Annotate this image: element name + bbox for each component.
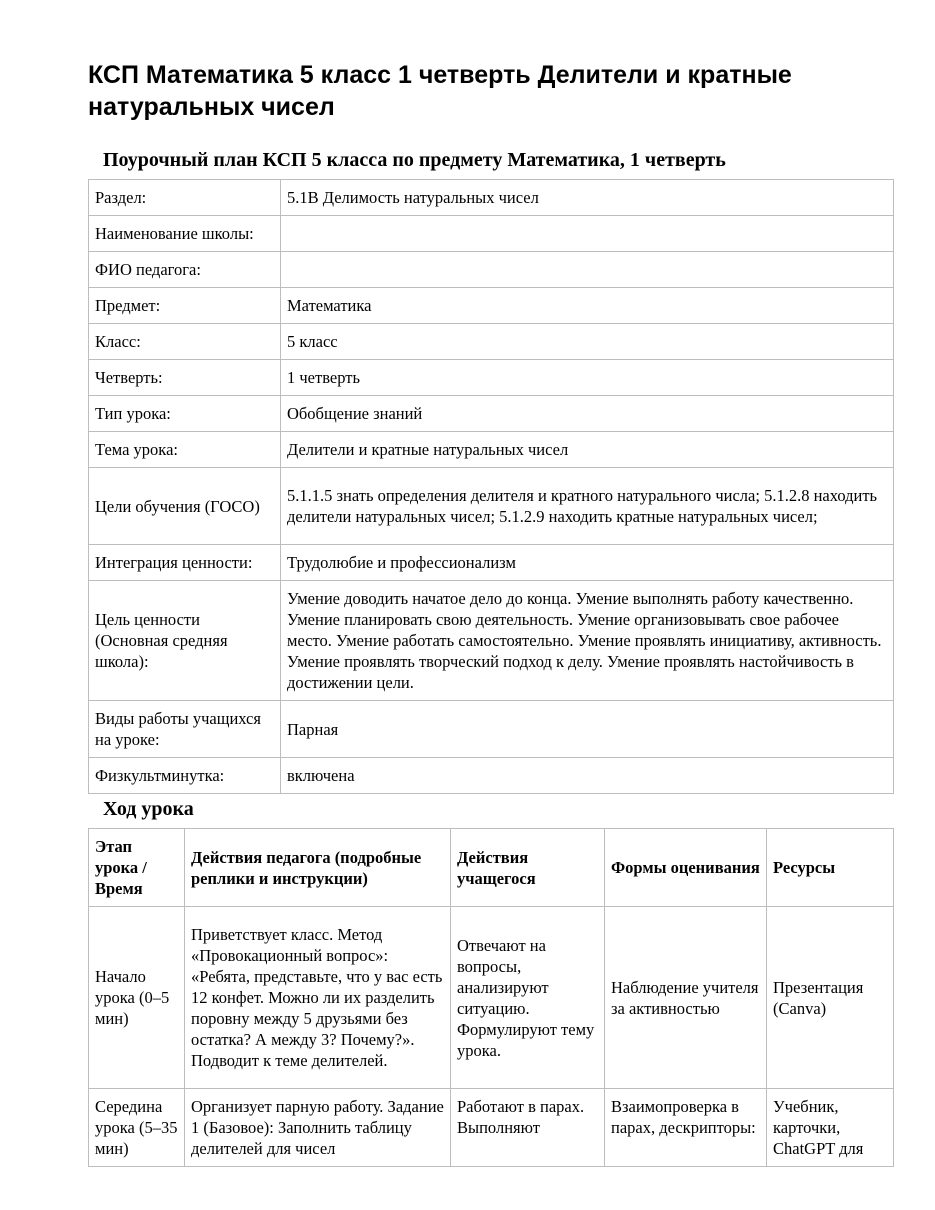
info-value: Трудолюбие и профессионализм (281, 545, 894, 581)
info-row-teacher (89, 252, 894, 288)
info-label: Цели обучения (ГОСО) (89, 468, 281, 545)
info-row-subject (89, 288, 894, 324)
info-label: Наименование школы: (89, 216, 281, 252)
info-value (281, 216, 894, 252)
column-header: Действия педагога (подробные реплики и инструкции) (185, 829, 451, 907)
column-header: Ресурсы (767, 829, 894, 907)
info-row-value-goal (89, 581, 894, 701)
info-value: 5 класс (281, 324, 894, 360)
resources-cell: Презентация (Canva) (767, 907, 894, 1089)
resources-cell: Учебник, карточки, ChatGPT для (767, 1089, 894, 1167)
info-row-school (89, 216, 894, 252)
info-value: 5.1.1.5 знать определения делителя и кратного натурального числа; 5.1.2.8 находить делители натуральных чисел; 5.1.2.9 находить кратные натуральных чисел; (281, 468, 894, 545)
lesson-flow-table (88, 828, 894, 1167)
info-value: включена (281, 758, 894, 794)
lesson-header-row (89, 829, 894, 907)
info-value: Делители и кратные натуральных чисел (281, 432, 894, 468)
teacher-actions-cell: Приветствует класс. Метод «Провокационный вопрос»: «Ребята, представьте, что у вас есть 12 конфет. Можно ли их разделить поровну между 5 друзьями без остатка? А между 3? Почему?». Подводит к теме делителей. (185, 907, 451, 1089)
info-value: Обобщение знаний (281, 396, 894, 432)
info-label: Тип урока: (89, 396, 281, 432)
info-label: Раздел: (89, 180, 281, 216)
info-value: 5.1В Делимость натуральных чисел (281, 180, 894, 216)
info-value: 1 четверть (281, 360, 894, 396)
teacher-actions-cell: Организует парную работу. Задание 1 (Базовое): Заполнить таблицу делителей для чисел (185, 1089, 451, 1167)
info-row-lesson-type (89, 396, 894, 432)
lesson-heading: Ход урока (103, 798, 194, 820)
assessment-cell: Взаимопроверка в парах, дескрипторы: (605, 1089, 767, 1167)
info-label: ФИО педагога: (89, 252, 281, 288)
column-header: Этап урока / Время (89, 829, 185, 907)
info-row-section (89, 180, 894, 216)
info-value: Умение доводить начатое дело до конца. Умение выполнять работу качественно. Умение планировать свою деятельность. Умение организовывать свое рабочее место. Умение работать самостоятельно. Умение проявлять инициативу, активность. Умение проявлять творческий подход к делу. Умение проявлять настойчивость в достижении цели. (281, 581, 894, 701)
info-value: Математика (281, 288, 894, 324)
info-row-work-types (89, 701, 894, 758)
column-header: Формы оценивания (605, 829, 767, 907)
info-row-physical-break (89, 758, 894, 794)
table-row (89, 1089, 894, 1167)
info-label: Четверть: (89, 360, 281, 396)
info-label: Класс: (89, 324, 281, 360)
info-label: Предмет: (89, 288, 281, 324)
info-row-value-integration (89, 545, 894, 581)
stage-cell: Начало урока (0–5 мин) (89, 907, 185, 1089)
assessment-cell: Наблюдение учителя за активностью (605, 907, 767, 1089)
document-title: КСП Математика 5 класс 1 четверть Делители и кратные натуральных чисел (88, 61, 792, 121)
lesson-info-table (88, 179, 894, 794)
info-value: Парная (281, 701, 894, 758)
info-value (281, 252, 894, 288)
column-header: Действия учащегося (451, 829, 605, 907)
info-label: Физкультминутка: (89, 758, 281, 794)
student-actions-cell: Работают в парах. Выполняют (451, 1089, 605, 1167)
info-row-learning-goals (89, 468, 894, 545)
info-label: Цель ценности (Основная средняя школа): (89, 581, 281, 701)
info-label: Виды работы учащихся на уроке: (89, 701, 281, 758)
info-row-quarter (89, 360, 894, 396)
student-actions-cell: Отвечают на вопросы, анализируют ситуацию. Формулируют тему урока. (451, 907, 605, 1089)
info-label: Тема урока: (89, 432, 281, 468)
plan-heading: Поурочный план КСП 5 класса по предмету Математика, 1 четверть (103, 149, 726, 171)
table-row (89, 907, 894, 1089)
info-row-lesson-topic (89, 432, 894, 468)
info-label: Интеграция ценности: (89, 545, 281, 581)
info-row-class (89, 324, 894, 360)
stage-cell: Середина урока (5–35 мин) (89, 1089, 185, 1167)
